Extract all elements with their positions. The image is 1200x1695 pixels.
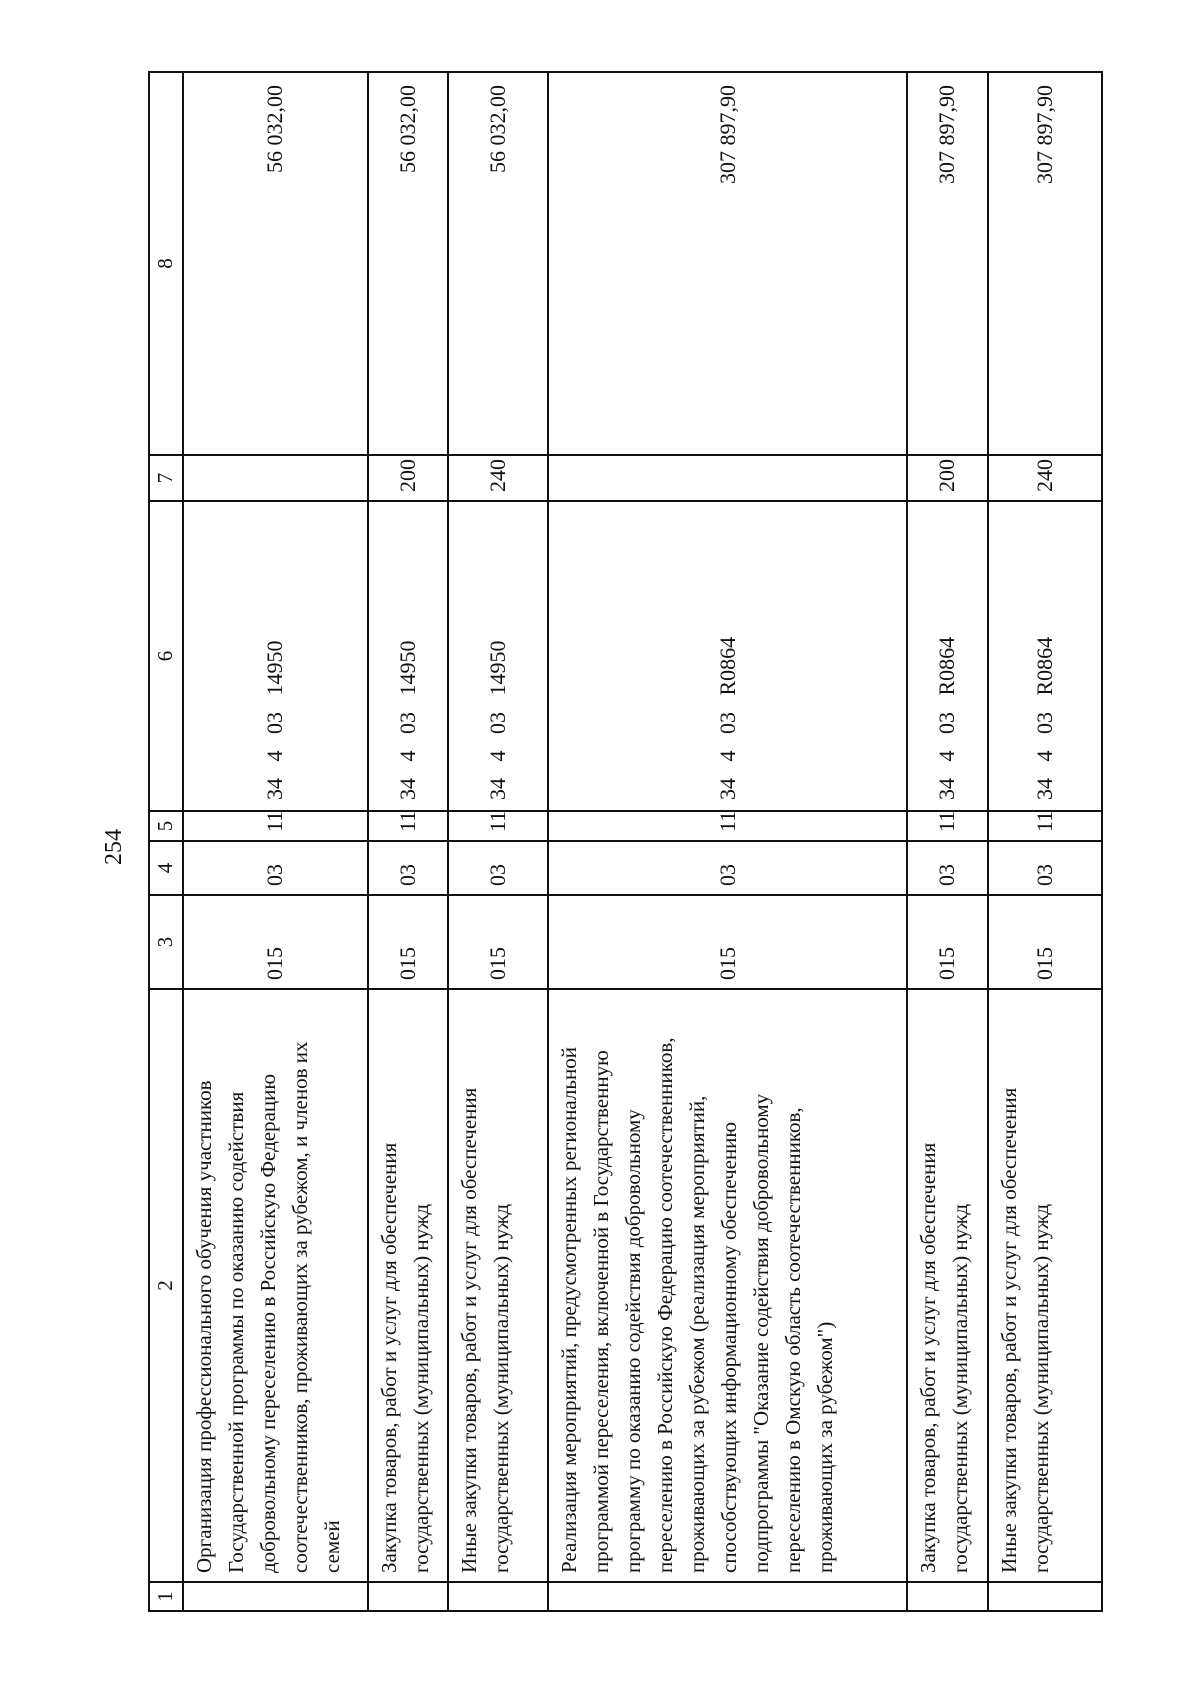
cell-amount: 56 032,00 bbox=[368, 72, 449, 455]
col-header-8: 8 bbox=[149, 72, 183, 455]
col-header-6: 6 bbox=[149, 501, 183, 811]
cell-col1 bbox=[448, 1582, 548, 1611]
budget-table-rotated bbox=[148, 73, 1103, 1612]
header-row bbox=[149, 72, 183, 1611]
cell-amount: 56 032,00 bbox=[183, 72, 368, 455]
cell-col1 bbox=[368, 1582, 449, 1611]
col-header-5: 5 bbox=[149, 811, 183, 841]
col-header-2: 2 bbox=[149, 989, 183, 1582]
cell-col5: 11 bbox=[448, 811, 548, 841]
cell-col4: 03 bbox=[368, 841, 449, 895]
page-number: 254 bbox=[101, 829, 127, 865]
row-description: Иные закупки товаров, работ и услуг для обеспечения государственных (муниципальных) нужд bbox=[448, 989, 548, 1582]
cell-col4: 03 bbox=[988, 841, 1102, 895]
col-header-1: 1 bbox=[149, 1582, 183, 1611]
table-row bbox=[988, 72, 1102, 1611]
col-header-4: 4 bbox=[149, 841, 183, 895]
cell-col3: 015 bbox=[448, 895, 548, 989]
cell-col6: 34 4 03 R0864 bbox=[907, 501, 988, 811]
col-header-3: 3 bbox=[149, 895, 183, 989]
cell-col5: 11 bbox=[368, 811, 449, 841]
cell-col6: 34 4 03 14950 bbox=[448, 501, 548, 811]
cell-col4: 03 bbox=[548, 841, 907, 895]
cell-col3: 015 bbox=[988, 895, 1102, 989]
cell-col5: 11 bbox=[907, 811, 988, 841]
cell-col6: 34 4 03 R0864 bbox=[988, 501, 1102, 811]
cell-col7: 200 bbox=[907, 455, 988, 501]
cell-col1 bbox=[183, 1582, 368, 1611]
cell-amount: 56 032,00 bbox=[448, 72, 548, 455]
cell-col4: 03 bbox=[907, 841, 988, 895]
cell-col5: 11 bbox=[548, 811, 907, 841]
table-row bbox=[548, 72, 907, 1611]
cell-col7: 240 bbox=[988, 455, 1102, 501]
cell-col7: 240 bbox=[448, 455, 548, 501]
row-description: Закупка товаров, работ и услуг для обеспечения государственных (муниципальных) нужд bbox=[368, 989, 449, 1582]
cell-col6: 34 4 03 14950 bbox=[368, 501, 449, 811]
table-row bbox=[907, 72, 988, 1611]
cell-amount: 307 897,90 bbox=[988, 72, 1102, 455]
cell-amount: 307 897,90 bbox=[907, 72, 988, 455]
budget-table bbox=[148, 71, 1103, 1612]
cell-col3: 015 bbox=[183, 895, 368, 989]
cell-col1 bbox=[907, 1582, 988, 1611]
cell-col1 bbox=[548, 1582, 907, 1611]
cell-col5: 11 bbox=[988, 811, 1102, 841]
cell-col3: 015 bbox=[548, 895, 907, 989]
cell-col4: 03 bbox=[183, 841, 368, 895]
cell-col6: 34 4 03 14950 bbox=[183, 501, 368, 811]
cell-col3: 015 bbox=[368, 895, 449, 989]
cell-col6: 34 4 03 R0864 bbox=[548, 501, 907, 811]
row-description: Иные закупки товаров, работ и услуг для обеспечения государственных (муниципальных) нужд bbox=[988, 989, 1102, 1582]
cell-col1 bbox=[988, 1582, 1102, 1611]
cell-col4: 03 bbox=[448, 841, 548, 895]
table-row bbox=[448, 72, 548, 1611]
cell-col7 bbox=[548, 455, 907, 501]
cell-col7: 200 bbox=[368, 455, 449, 501]
row-description: Организация профессионального обучения участников Государственной программы по оказанию содействия добровольному переселению в Российскую Федерацию соотечественников, проживающих за рубежом, и членов их семей bbox=[183, 989, 368, 1582]
col-header-7: 7 bbox=[149, 455, 183, 501]
row-description: Реализация мероприятий, предусмотренных региональной программой переселения, включенной в Государственную программу по оказанию содействия добровольному переселению в Российскую Федерацию соотечественников, проживающих за рубежом (реализация мероприятий, способствующих информационному обеспечению подпрограммы "Оказание содействия добровольному переселению в Омскую область соотечественников, проживающих за рубежом") bbox=[548, 989, 907, 1582]
cell-col3: 015 bbox=[907, 895, 988, 989]
cell-col5: 11 bbox=[183, 811, 368, 841]
table-row bbox=[183, 72, 368, 1611]
cell-col7 bbox=[183, 455, 368, 501]
cell-amount: 307 897,90 bbox=[548, 72, 907, 455]
row-description: Закупка товаров, работ и услуг для обеспечения государственных (муниципальных) нужд bbox=[907, 989, 988, 1582]
table-row bbox=[368, 72, 449, 1611]
